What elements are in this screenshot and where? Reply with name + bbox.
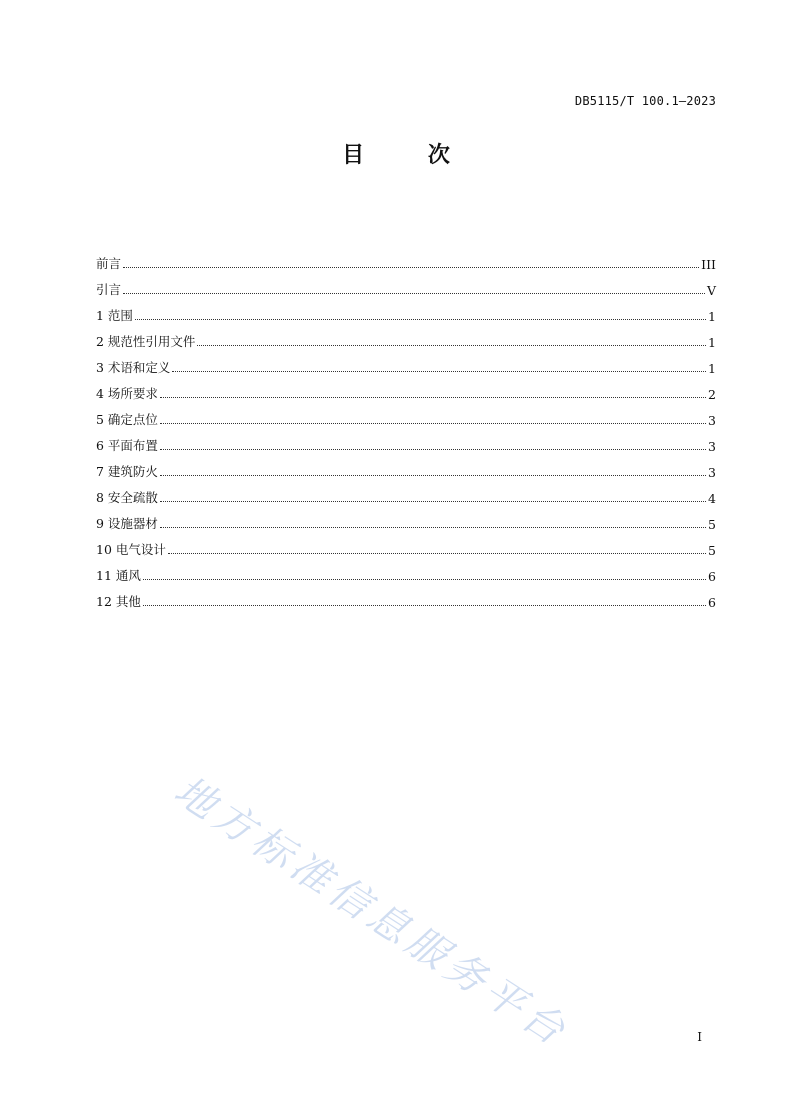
toc-entry[interactable] <box>96 454 716 480</box>
toc-dot-leader <box>160 422 706 424</box>
toc-dot-leader <box>197 344 706 346</box>
toc-dot-leader <box>160 474 706 476</box>
toc-entry-label: 10 电气设计 <box>96 542 166 557</box>
toc-entry[interactable] <box>96 246 716 272</box>
toc-entry-label: 4 场所要求 <box>96 386 158 401</box>
toc-entry[interactable] <box>96 428 716 454</box>
toc-entry-label: 6 平面布置 <box>96 438 158 453</box>
toc-entry-label: 9 设施器材 <box>96 516 158 531</box>
toc-entry-label: 12 其他 <box>96 594 141 609</box>
toc-entry-page: III <box>701 257 716 272</box>
toc-entry[interactable] <box>96 506 716 532</box>
document-code: DB5115/T 100.1—2023 <box>574 94 716 108</box>
toc-entry-page: 4 <box>708 491 716 506</box>
toc-entry[interactable] <box>96 272 716 298</box>
toc-entry-page: 2 <box>708 387 716 402</box>
page-title: 目 次 <box>342 143 478 168</box>
toc-dot-leader <box>160 396 706 398</box>
toc-entry-page: 1 <box>708 361 716 376</box>
toc-entry[interactable] <box>96 402 716 428</box>
toc-entry[interactable] <box>96 584 716 610</box>
toc-entry-label: 1 范围 <box>96 308 133 323</box>
watermark: 地方标准信息服务平台 <box>166 767 577 1057</box>
toc-entry[interactable] <box>96 376 716 402</box>
toc-entry-label: 前言 <box>96 256 122 271</box>
toc-entry-page: 3 <box>708 439 716 454</box>
toc-entry-page: 1 <box>708 335 716 350</box>
toc-entry[interactable] <box>96 324 716 350</box>
toc-dot-leader <box>160 448 706 450</box>
toc-entry[interactable] <box>96 480 716 506</box>
toc-entry-label: 5 确定点位 <box>96 412 158 427</box>
toc-dot-leader <box>143 604 706 606</box>
toc-dot-leader <box>168 552 706 554</box>
page-number: I <box>697 1030 702 1044</box>
toc-entry-page: 3 <box>708 465 716 480</box>
toc-entry-page: 3 <box>708 413 716 428</box>
toc-entry-label: 7 建筑防火 <box>96 464 158 479</box>
toc-entry[interactable] <box>96 532 716 558</box>
toc-entry-label: 8 安全疏散 <box>96 490 158 505</box>
toc-entry-page: 6 <box>708 569 716 584</box>
toc-entry[interactable] <box>96 350 716 376</box>
toc-entry[interactable] <box>96 558 716 584</box>
toc-dot-leader <box>135 318 706 320</box>
toc-entry-label: 2 规范性引用文件 <box>96 334 196 349</box>
toc-entry-label: 11 通风 <box>96 568 141 583</box>
toc-dot-leader <box>123 292 705 294</box>
toc-entry-page: V <box>706 283 716 298</box>
toc-dot-leader <box>172 370 706 372</box>
toc-entry-label: 引言 <box>96 282 122 297</box>
toc-dot-leader <box>160 526 706 528</box>
toc-entry[interactable] <box>96 298 716 324</box>
toc-dot-leader <box>160 500 706 502</box>
toc-dot-leader <box>123 266 699 268</box>
table-of-contents <box>96 246 716 610</box>
toc-entry-page: 5 <box>708 543 716 558</box>
toc-dot-leader <box>143 578 706 580</box>
toc-entry-page: 5 <box>708 517 716 532</box>
toc-entry-label: 3 术语和定义 <box>96 360 171 375</box>
toc-entry-page: 1 <box>708 309 716 324</box>
toc-entry-page: 6 <box>708 595 716 610</box>
